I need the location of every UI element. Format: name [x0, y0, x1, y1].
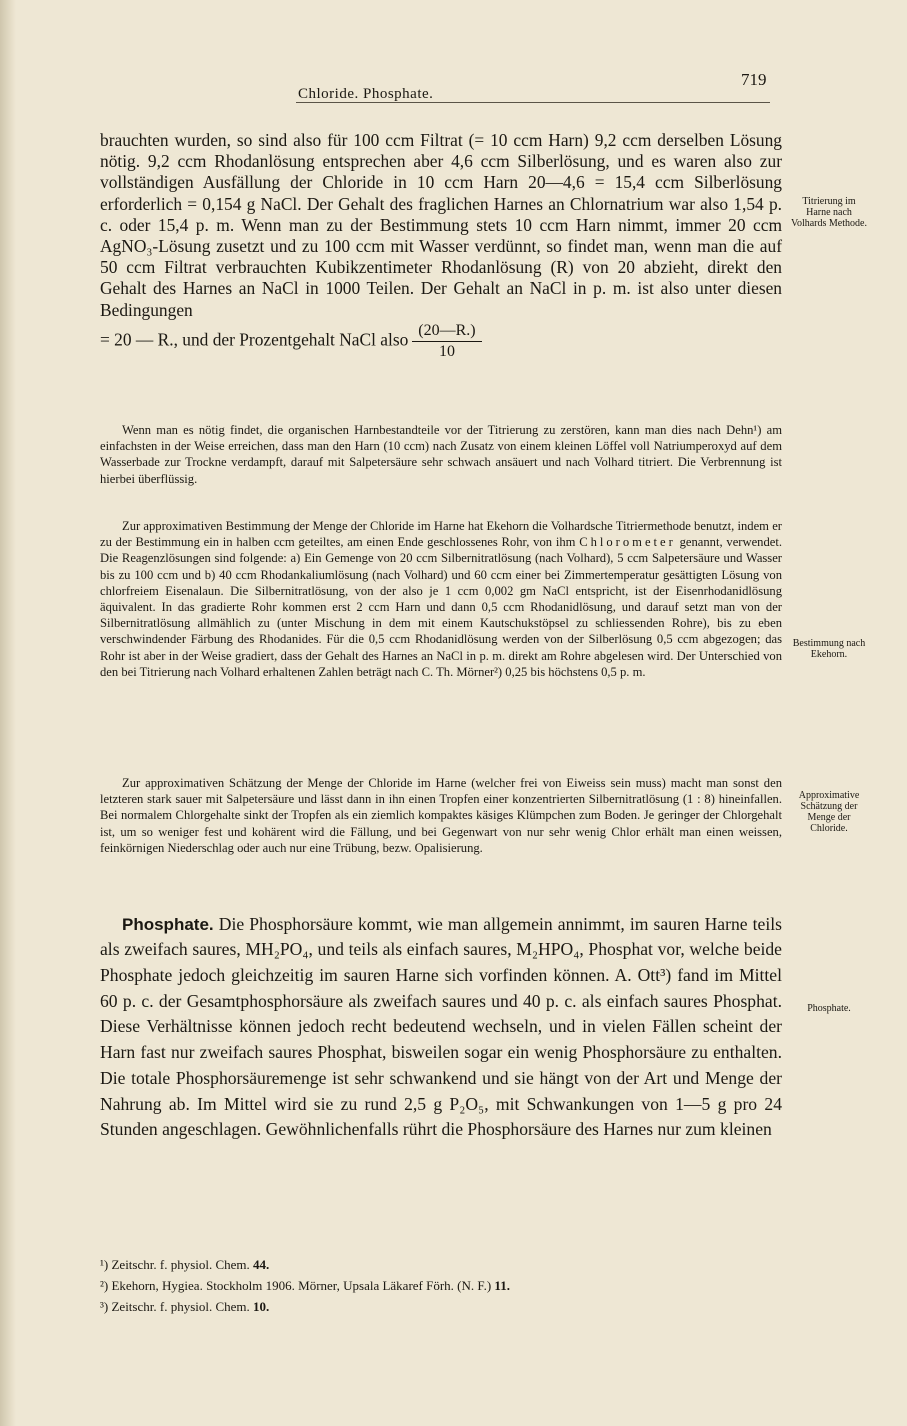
paragraph-approximation — [100, 775, 782, 856]
spaced-term: Chlorometer — [579, 535, 676, 550]
footnote-text: Ekehorn, Hygiea. Stockholm 1906. Mörner, Upsala Läkaref Förh. (N. F.) — [111, 1278, 495, 1293]
section-phosphate — [100, 894, 782, 1161]
margin-note-approximation: Approximative Schätzung der Menge der Chloride. — [798, 790, 860, 834]
text-part: genannt, verwendet. Die Reagenzlösungen sind folgende: a) Ein Gemenge von 20 ccm Silbernitratlösung (nach Volhard), 5 ccm Salpetersäure und Wasser bis zu 100 ccm und b) 40 ccm Rhodankaliumlösung (nach Volhard) und 60 ccm einer bei Zimmertemperatur gesättigten Lösung von chlorfreiem Eisenalaun. Die Silbernitratlösung, von der also je 1 ccm 0,002 gm NaCl entspricht, ist der Eisenrhodanidlösung äquivalent. In das gradierte Rohr kommen erst 2 ccm Harn und dann 0,5 ccm Rhodanidlösung, und darauf setzt man von der Silbernitratlösung allmählich zu (unter Mischung in dem mit einem Kautschukstöpsel zu schliessenden Rohre), bis zu eben verschwindender Färbung des Rhodanides. Für die 0,5 ccm Rhodanidlösung werden von der Silberlösung 0,5 ccm abgezogen; das Rohr ist aber in der Weise gradiert, dass der Gehalt des Harnes an NaCl in p. m. direkt am Rohre abgelesen wird. Der Unterschied von den bei Titrierung nach Volhard erhaltenen Zahlen beträgt nach C. Th. Mörner²) 0,25 bis höchstens 0,5 p. m. — [100, 535, 782, 679]
paragraph-text — [100, 912, 782, 1143]
formula-fraction — [412, 323, 481, 360]
margin-note-volhard: Titrierung im Harne nach Volhards Methode. — [791, 196, 867, 229]
paragraph-chloride-calculation — [100, 130, 782, 360]
footnote-volume: 44. — [253, 1257, 270, 1272]
footnote-text: Zeitschr. f. physiol. Chem. — [111, 1257, 254, 1272]
text-part: Zur approximativen Bestimmung der Menge der Chloride im Harne hat Ekehorn die Volhardsche Titriermethode benutzt, indem er zu der Bestimmung ein in halben ccm geteiltes, am einen Ende geschlossenes Rohr, von ihm — [100, 519, 782, 550]
formula-line — [100, 323, 782, 360]
paragraph-text — [100, 518, 782, 680]
paragraph-text: brauchten wurden, so sind also für 100 ccm Filtrat (= 10 ccm Harn) 9,2 ccm derselben Lösung nötig. 9,2 ccm Rhodanlösung entsprechen aber 4,6 ccm Silberlösung, und es waren also zur vollständigen Ausfällung der Chloride in 10 ccm Harn 20—4,6 = 15,4 ccm Silberlösung erforderlich = 0,154 g NaCl. Der Gehalt des fraglichen Harnes an Chlornatrium war also 1,54 p. c. oder 15,4 p. m. Wenn man zu der Bestimmung stets 10 ccm Harn nimmt, immer 20 ccm AgNO₃-Lösung zusetzt und zu 100 ccm mit Wasser verdünnt, so findet man, wenn man die auf 50 ccm Filtrat verbrauchten Kubikzentimeter Rhodanlösung (R) von 20 abzieht, direkt den Gehalt des Harnes an NaCl in 1000 Teilen. Der Gehalt an NaCl in p. m. ist also unter diesen Bedingungen — [100, 130, 782, 320]
footnote-mark: ¹) — [100, 1257, 109, 1272]
paragraph-text: Zur approximativen Schätzung der Menge der Chloride im Harne (welcher frei von Eiweiss sein muss) macht man sonst den letzteren stark sauer mit Salpetersäure und lässt dann in ihn einen Tropfen einer konzentrierten Silbernitratlösung (1 : 8) hineinfallen. Bei normalem Chlorgehalte sinkt der Tropfen als ein ziemlich kompaktes käsiges Klümpchen zum Boden. Je geringer der Chlorgehalt ist, um so weniger fest und kohärent wird die Fällung, und bei Gegenwart von nur sehr wenig Chlor erhält man einen weissen, feinkörnigen Niederschlag oder auch nur eine Trübung, bezw. Opalisierung. — [100, 776, 782, 855]
paragraph-text: Wenn man es nötig findet, die organischen Harnbestandteile vor der Titrierung zu zerstören, kann man dies nach Dehn¹) am einfachsten in der Weise erreichen, dass man den Harn (10 ccm) nach Zusatz von einem kleinen Löffel voll Natriumperoxyd auf dem Wasserbade zur Trockne verdampft, darauf mit Salpetersäure sehr schwach ansäuert und nach Volhard titriert. Die Verbrennung ist hierbei überflüssig. — [100, 423, 782, 486]
footnote-volume: 10. — [253, 1299, 270, 1314]
fraction-numerator: (20—R.) — [412, 323, 481, 342]
section-heading: Phosphate. — [122, 914, 214, 934]
running-title: Chloride. Phosphate. — [298, 86, 434, 102]
fraction-denominator: 10 — [438, 342, 455, 360]
footnote-volume: 11. — [494, 1278, 510, 1293]
header-rule — [296, 102, 770, 103]
margin-note-ekehorn: Bestimmung nach Ekehorn. — [792, 638, 866, 660]
footnotes — [100, 1254, 782, 1317]
margin-note-phosphate: Phosphate. — [807, 1003, 851, 1014]
paragraph-ekehorn — [100, 518, 782, 680]
footnote-1 — [100, 1254, 782, 1275]
formula-prefix: = 20 — R., und der Prozentgehalt NaCl also — [100, 329, 409, 350]
footnote-3 — [100, 1296, 782, 1317]
paragraph-dehn — [100, 422, 782, 487]
footnote-2 — [100, 1275, 782, 1296]
footnote-mark: ²) — [100, 1278, 109, 1293]
section-body: Die Phosphorsäure kommt, wie man allgemein annimmt, im sauren Harne teils als zweifach saures, MH₂PO₄, und teils als einfach saures, M₂HPO₄, Phosphat vor, welche beide Phosphate jedoch gleichzeitig im sauren Harne sich vorfinden können. A. Ott³) fand im Mittel 60 p. c. der Gesamtphosphorsäure als zweifach saures und 40 p. c. als einfach saures Phosphat. Diese Verhältnisse können jedoch recht bedeutend wechseln, und in vielen Fällen scheint der Harn fast nur zweifach saures Phosphat, bisweilen sogar ein wenig Phosphorsäure zu enthalten. Die totale Phosphorsäuremenge ist sehr schwankend und sie hängt von der Art und Menge der Nahrung ab. Im Mittel wird sie zu rund 2,5 g P₂O₅, mit Schwankungen von 1—5 g pro 24 Stunden angeschlagen. Gewöhnlichenfalls rührt die Phosphorsäure des Harnes nur zum kleinen — [100, 913, 782, 1140]
page-header — [0, 70, 907, 104]
footnote-mark: ³) — [100, 1299, 109, 1314]
page-number: 719 — [741, 70, 767, 89]
page-binding-shadow — [0, 0, 16, 1426]
footnote-text: Zeitschr. f. physiol. Chem. — [111, 1299, 254, 1314]
